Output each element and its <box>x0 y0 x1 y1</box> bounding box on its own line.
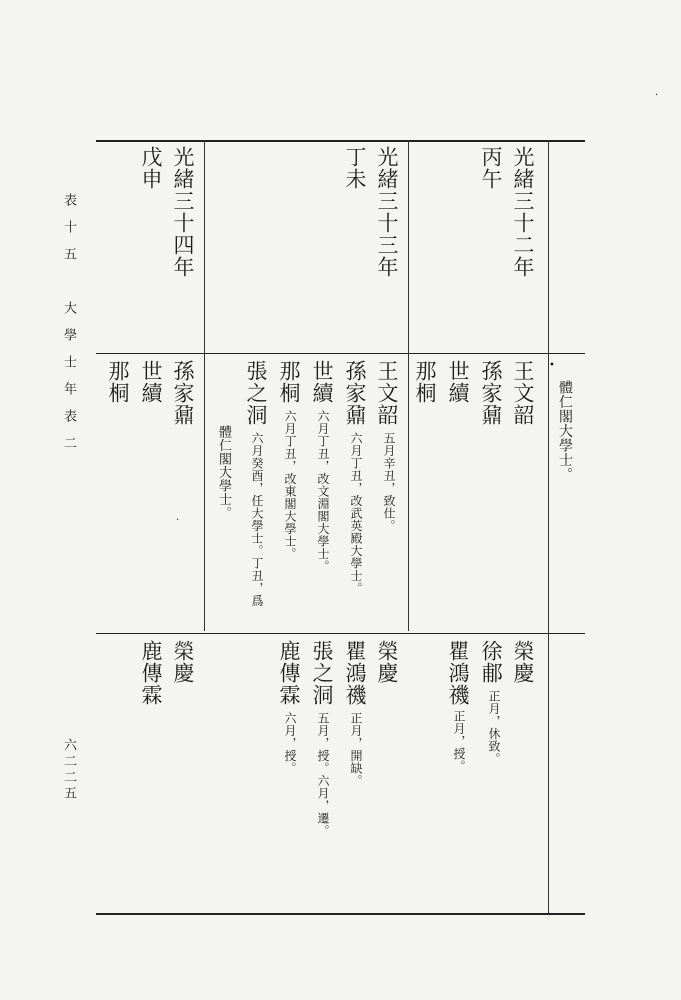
name-c1-a0: 王文韶 <box>511 360 535 426</box>
name-c1-b0: 榮慶 <box>511 640 535 684</box>
top-rule <box>96 140 585 142</box>
note-c2-a1: 六月丁丑，改武英殿大學士。 <box>349 432 363 595</box>
name-c1-a3: 那桐 <box>413 360 437 404</box>
name-c1-b2: 瞿鴻禨 <box>446 640 470 706</box>
scan-speck: · <box>176 515 180 526</box>
note-c2-a0: 五月辛丑，致仕。 <box>382 432 396 532</box>
name-c3-a1: 世續 <box>139 360 163 404</box>
name-c3-b1: 鹿傳霖 <box>139 640 163 706</box>
scan-speck: • <box>549 360 555 371</box>
page-number: 六二二五 <box>61 738 76 802</box>
year-label-c1: 光緒三十二年 <box>511 146 535 278</box>
name-c2-b0: 榮慶 <box>375 640 399 684</box>
column-divider-3 <box>548 141 549 913</box>
note-c1-b1: 正月，休致。 <box>487 690 501 765</box>
scan-speck: · <box>655 90 659 101</box>
column-divider-2 <box>408 141 409 631</box>
name-c3-b0: 榮慶 <box>171 640 195 684</box>
name-c2-b2: 張之洞 <box>310 640 334 706</box>
row-divider-1 <box>96 353 585 354</box>
name-c1-a1: 孫家鼐 <box>479 360 503 426</box>
name-c2-a3: 那桐 <box>277 360 301 404</box>
name-c1-a2: 世續 <box>446 360 470 404</box>
ganzhi-label-c2: 丁未 <box>343 146 367 190</box>
note-c2-a4: 六月癸酉，任大學士。丁丑，爲 <box>250 432 264 607</box>
year-label-c2: 光緒三十三年 <box>375 146 399 278</box>
name-c3-a2: 那桐 <box>106 360 130 404</box>
row-divider-2 <box>96 633 585 634</box>
note-c2-b1: 正月，開缺。 <box>349 712 363 787</box>
note-c2-b3: 六月，授。 <box>283 712 297 775</box>
name-c2-b3: 鹿傳霖 <box>277 640 301 706</box>
name-c2-b1: 瞿鴻禨 <box>343 640 367 706</box>
note-c1-b2: 正月，授。 <box>452 710 466 773</box>
ganzhi-label-c3: 戊申 <box>139 146 163 190</box>
header-column-note: 體仁閣大學士。 <box>557 380 573 482</box>
year-label-c3: 光緒三十四年 <box>171 146 195 278</box>
ganzhi-label-c1: 丙午 <box>479 146 503 190</box>
note-c2-a3: 六月丁丑，改東閣大學士。 <box>283 410 297 560</box>
note-c2-b2: 五月，授。六月，遷。 <box>316 712 330 837</box>
note-c2-a2: 六月丁丑，改文淵閣大學士。 <box>316 410 330 573</box>
name-c2-a4: 張之洞 <box>244 360 268 426</box>
name-c2-a1: 孫家鼐 <box>343 360 367 426</box>
bottom-rule <box>96 913 585 915</box>
name-c1-b1: 徐郙 <box>479 640 503 684</box>
note-c2-continuation: 體仁閣大學士。 <box>216 425 231 520</box>
column-divider-1 <box>204 141 205 631</box>
name-c2-a2: 世續 <box>310 360 334 404</box>
name-c3-a0: 孫家鼐 <box>171 360 195 426</box>
side-title: 表十五 大學士年表二 <box>61 193 76 463</box>
name-c2-a0: 王文韶 <box>375 360 399 426</box>
